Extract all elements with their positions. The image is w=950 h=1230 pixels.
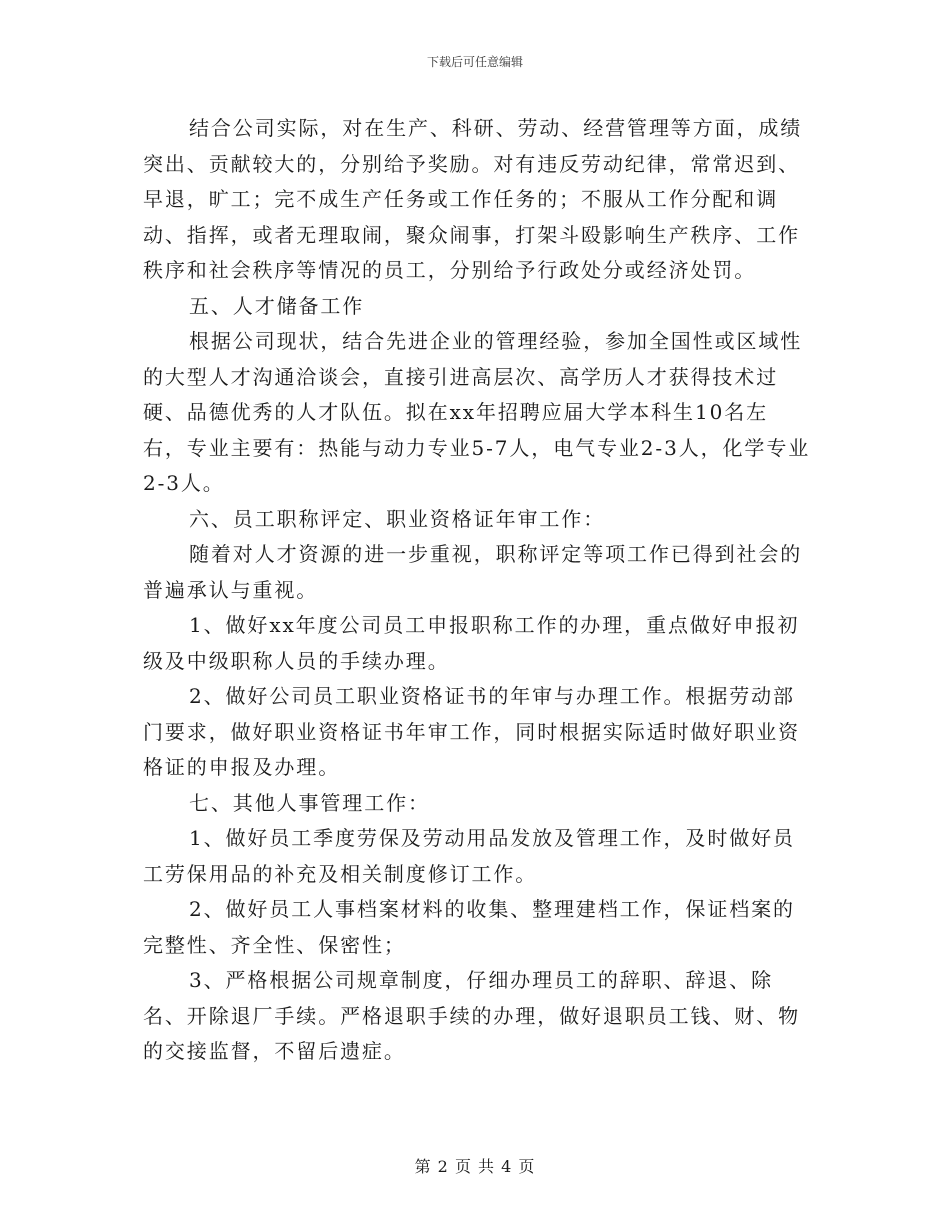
list-item-labor-protection: 1、做好员工季度劳保及劳动用品发放及管理工作，及时做好员工劳保用品的补充及相关制度修订工作。 [143,826,795,886]
section-heading-title-evaluation: 六、员工职称评定、职业资格证年审工作： [189,506,606,531]
paragraph-title-evaluation-intro: 随着对人才资源的进一步重视，职称评定等项工作已得到社会的普遍承认与重视。 [143,542,803,602]
list-item-resignation-procedures: 3、严格根据公司规章制度，仔细办理员工的辞职、辞退、除名、开除退厂手续。严格退职手续的办理，做好退职员工钱、财、物的交接监督，不留后遗症。 [143,968,800,1063]
page-header: 下载后可任意编辑 [426,55,523,69]
paragraph-talent-reserve: 根据公司现状，结合先进企业的管理经验，参加全国性或区域性的大型人才沟通洽谈会，直接引进高层次、高学历人才获得技术过硬、品德优秀的人才队伍。拟在xx年招聘应届大学本科生10名左右，专业主要有：热能与动力专业5-7人，电气专业2-3人，化学专业2-3人。 [143,329,811,495]
page-number-footer: 第 2 页 共 4 页 [414,1157,536,1176]
list-item-personnel-files: 2、做好员工人事档案材料的收集、整理建档工作，保证档案的完整性、齐全性、保密性； [143,897,795,957]
document-body [143,111,811,1070]
section-heading-talent-reserve: 五、人才储备工作 [189,293,365,318]
list-item-title-application: 1、做好xx年度公司员工申报职称工作的办理，重点做好申报初级及中级职称人员的手续办理。 [143,613,800,673]
paragraph-rewards-penalties: 结合公司实际，对在生产、科研、劳动、经营管理等方面，成绩突出、贡献较大的，分别给予奖励。对有违反劳动纪律，常常迟到、早退，旷工；完不成生产任务或工作任务的；不服从工作分配和调动、指挥，或者无理取闹，聚众闹事，打架斗殴影响生产秩序、工作秩序和社会秩序等情况的员工，分别给予行政处分或经济处罚。 [143,116,803,282]
list-item-certificate-review: 2、做好公司员工职业资格证书的年审与办理工作。根据劳动部门要求，做好职业资格证书年审工作，同时根据实际适时做好职业资格证的申报及办理。 [143,684,800,779]
section-heading-other-hr: 七、其他人事管理工作： [189,790,430,815]
